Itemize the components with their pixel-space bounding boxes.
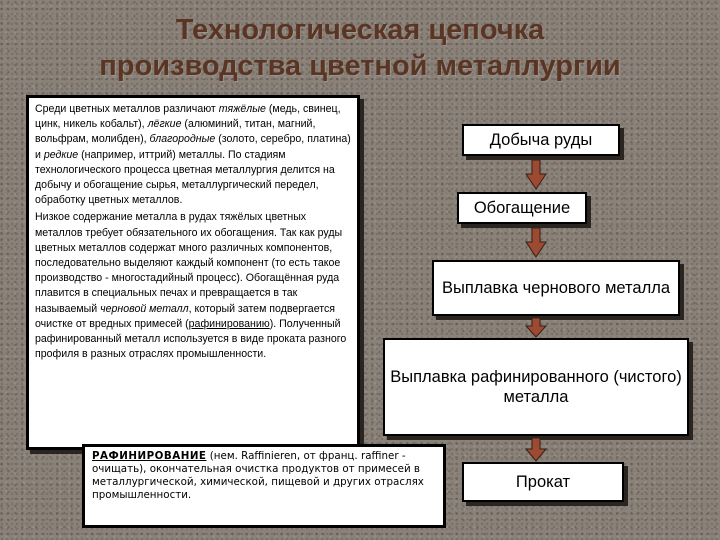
chain-step-mining [462,124,620,156]
arrow-down-icon [525,228,547,258]
emphasis-term: черновой металл [100,302,189,315]
emphasis-term: лёгкие [147,118,182,131]
text-run: Среди цветных металлов различают [35,103,219,115]
title-line-2: производства цветной металлургии [99,50,621,82]
definition-text: (нем. Raffinieren, от франц. raffiner - очищать), окончательная очистка продуктов от примесей в металлургической, химической, пищевой и других отраслях промышленности. [92,450,424,501]
chain-step-label: Добыча руды [489,131,593,149]
title-line-1: Технологическая цепочка [175,14,545,46]
emphasis-term: редкие [43,148,79,161]
page-title [0,12,720,84]
chain-step-rolling [462,462,624,502]
definition-term: РАФИНИРОВАНИЕ [92,450,207,462]
text-run: Низкое содержание металла в рудах тяжёлых цветных металлов требует обязательного их обогащения. Так как руды цветных металлов содержат много различных компонентов, последовательно выделяют каждый компонент (то есть такое производство - многостадийный процесс). Обогащённая руда плавится в специальных печах и превращается в так называемый [35,211,343,315]
chain-step-enrichment [457,192,587,224]
text-run: ). Полученный рафинированный металл используется в виде проката разного профиля в разных отраслях промышленности. [35,317,347,361]
chain-step-label: Обогащение [473,199,571,217]
chain-step-label: Выплавка рафинированного (чистого) металла [390,368,682,406]
text-run: (например, иттрий) металлы. По стадиям технологического процесса цветная металлургия делится на добычу и обогащение сырья, металлургический передел, обработку цветных металлов. [35,148,335,207]
emphasis-term: тяжёлые [218,103,266,115]
chain-step-crude-smelting [432,260,680,316]
text-run: (алюминий, титан, магний, вольфрам, молибден), [35,118,316,146]
chain-step-label: Прокат [515,473,571,491]
emphasis-term: благородные [149,133,216,146]
chain-step-label: Выплавка чернового металла [441,279,671,297]
definition-panel [82,444,446,528]
text-run: , который затем подвергается очистке от вредных примесей ( [35,302,335,330]
description-text-panel [26,95,360,450]
arrow-down-icon [525,438,547,462]
underlined-term: рафинированию [188,317,270,330]
chain-step-refined-smelting [383,338,689,436]
paragraph-metal-types [35,102,351,208]
text-run: (медь, свинец, цинк, никель кобальт), [35,103,341,131]
arrow-down-icon [525,160,547,190]
text-run: (золото, серебро, платина) и [35,133,351,161]
paragraph-process [35,210,351,362]
arrow-down-icon [525,318,547,338]
